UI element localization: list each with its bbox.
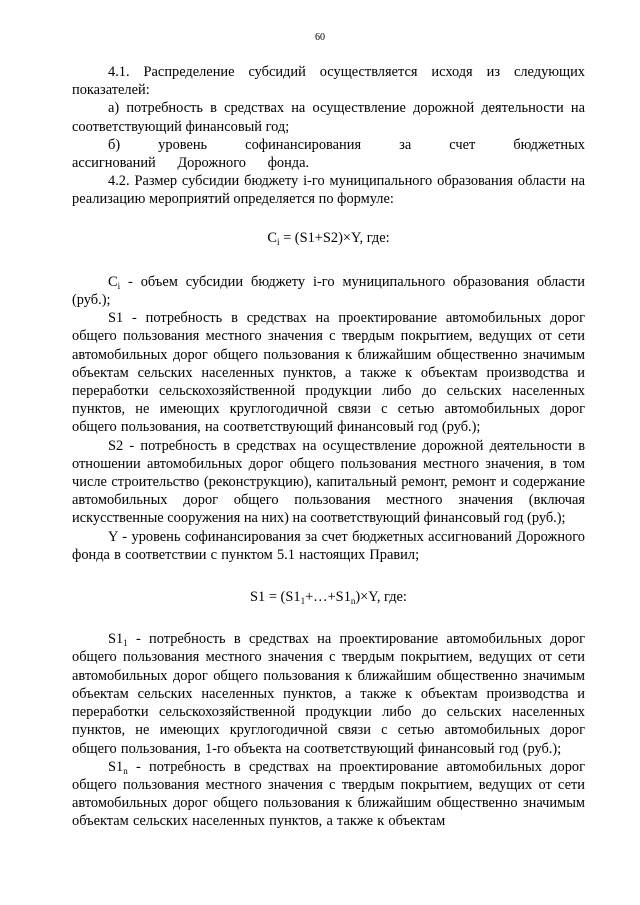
- definition-ci-symbol: C: [108, 273, 118, 290]
- paragraph-4-1-b: б) уровень софинансирования за счет бюджетных ассигнований Дорожного фонда.: [72, 136, 585, 172]
- definition-y: Y - уровень софинансирования за счет бюджетных ассигнований Дорожного фонда в соответствии с пунктом 5.1 настоящих Правил;: [72, 528, 585, 563]
- definition-s1-1: [72, 630, 585, 757]
- paragraph-4-2: 4.2. Размер субсидии бюджету i-го муниципального образования области на реализацию мероприятий определяется по формуле:: [72, 173, 585, 208]
- definition-s1-n-symbol: S1: [108, 758, 124, 775]
- paragraph-4-1: 4.1. Распределение субсидий осуществляется исходя из следующих показателей:: [72, 64, 585, 99]
- definition-s2: S2 - потребность в средствах на осуществление дорожной деятельности в отношении автомобильных дорог общего пользования местного значения, в том числе строительство (реконструкцию), капитальный ремонт, ремонт и содержание автомобильных дорог общего пользования местного значения (включая искусственные сооружения на них) на соответствующий финансовый год (руб.);: [72, 437, 585, 527]
- definition-s1-1-subscript: 1: [123, 638, 128, 649]
- definition-ci-subscript: i: [117, 280, 121, 291]
- definition-ci-text: - объем субсидии бюджету i-го муниципального образования области (руб.);: [72, 273, 585, 309]
- formula-lhs: C: [267, 229, 277, 246]
- paragraph-4-1-a: а) потребность в средствах на осуществление дорожной деятельности на соответствующий финансовый год;: [72, 100, 585, 135]
- formula-s1-part-b: +…+S1: [305, 589, 351, 606]
- formula-rhs: = (S1+S2)×Y, где:: [279, 229, 390, 246]
- definition-s1-n-text: - потребность в средствах на проектирование автомобильных дорог общего пользования местного значения с твердым покрытием, ведущих от сети автомобильных дорог общего пользования к ближайшим общественно значимым объектам сельских населенных пунктов, а также к объектам: [72, 758, 585, 830]
- definition-ci: [72, 273, 585, 309]
- definition-s1-1-text: - потребность в средствах на проектирование автомобильных дорог общего пользования местного значения с твердым покрытием, ведущих от сети автомобильных дорог общего пользования к ближайшим общественно значимым объектам сельских населенных пунктов, а также к объектам производства и переработки сельскохозяйственной продукции либо до сельских населенных пунктов, не имеющих круглогодичной связи с сетью автомобильных дорог общего пользования, 1-го объекта на соответствующий финансовый год (руб.);: [72, 631, 585, 757]
- formula-s1: [72, 588, 585, 606]
- formula-lhs-subscript: i: [276, 236, 280, 247]
- page-number: 60: [315, 32, 325, 43]
- definition-s1: S1 - потребность в средствах на проектирование автомобильных дорог общего пользования местного значения с твердым покрытием, ведущих от сети автомобильных дорог общего пользования к ближайшим общественно значимым объектам сельских населенных пунктов, а также к объектам производства и переработки сельскохозяйственной продукции либо до сельских населенных пунктов, не имеющих круглогодичной связи с сетью автомобильных дорог общего пользования, на соответствующий финансовый год (руб.);: [72, 310, 585, 436]
- definition-s1-1-symbol: S1: [108, 631, 124, 648]
- formula-s1-part-c: )×Y, где:: [355, 589, 407, 606]
- definition-s1-n: [72, 758, 585, 831]
- formula-subsidy: [72, 229, 585, 247]
- formula-s1-subscript-1: 1: [300, 596, 306, 607]
- document-body: [72, 63, 585, 831]
- definition-s1-n-subscript: n: [123, 765, 128, 776]
- formula-s1-part-a: S1 = (S1: [250, 589, 301, 606]
- formula-s1-subscript-n: n: [350, 596, 356, 607]
